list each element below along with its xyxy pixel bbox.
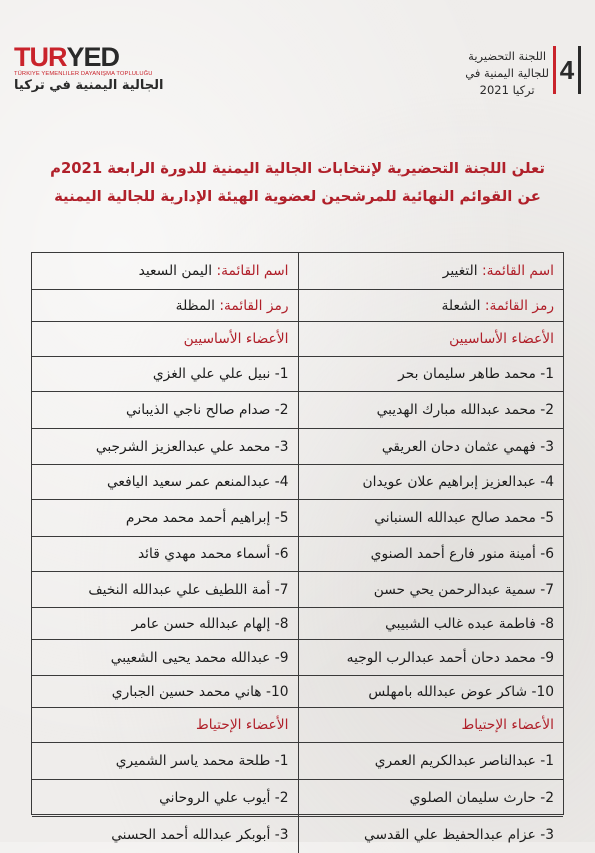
table-row-reserve-header	[32, 708, 563, 743]
right-primary-candidate-2: 2- صدام صالح ناجي الذيباني	[125, 402, 289, 418]
table-row	[32, 537, 563, 572]
left-reserve-title: الأعضاء الإحتياط	[298, 708, 564, 742]
right-primary-candidate-3: 3- محمد علي عبدالعزيز الشرجبي	[95, 438, 289, 455]
table-row	[32, 640, 563, 676]
logo-wordmark	[14, 44, 164, 70]
committee-number: 4	[553, 46, 581, 94]
table-row-primary-header	[32, 322, 563, 357]
left-primary-candidate-5: 5- محمد صالح عبدالله السنباني	[298, 500, 564, 536]
left-reserve-candidate-2: 2- حارث سليمان الصلوي	[298, 780, 564, 816]
committee-line-1: اللجنة التحضيرية	[468, 49, 547, 63]
right-reserve-candidate-2: 2- أيوب علي الروحاني	[159, 790, 289, 806]
committee-badge	[421, 44, 581, 104]
left-primary-title: الأعضاء الأساسيين	[298, 322, 564, 356]
table-row	[32, 743, 563, 780]
right-primary-candidate-4: 4- عبدالمنعم عمر سعيد اليافعي	[106, 474, 289, 490]
heading-line-2: عن القوائم النهائية للمرشحين لعضوية الهيئة الإدارية للجالية اليمنية	[54, 188, 541, 205]
table-row	[32, 357, 563, 392]
right-primary-candidate-5: 5- إبراهيم أحمد محمد محرم	[125, 510, 289, 526]
left-primary-candidate-4: 4- عبدالعزيز إبراهيم علان عويدان	[298, 465, 564, 499]
committee-text	[465, 48, 549, 99]
right-list-name-label: اسم القائمة:	[216, 263, 289, 279]
right-reserve-candidate-1: 1- طلحة محمد ياسر الشميري	[115, 753, 289, 769]
left-primary-candidate-7: 7- سمية عبدالرحمن يحي حسن	[298, 572, 564, 607]
left-primary-candidate-8: 8- فاطمة عبده غالب الشبيبي	[298, 608, 564, 639]
left-reserve-candidate-1: 1- عبدالناصر عبدالكريم العمري	[298, 743, 564, 779]
table-row	[32, 817, 563, 853]
left-primary-candidate-1: 1- محمد طاهر سليمان بحر	[298, 357, 564, 391]
right-reserve-candidate-3: 3- أبوبكر عبدالله أحمد الحسني	[111, 827, 289, 843]
announcement-heading	[20, 155, 575, 211]
right-primary-title: الأعضاء الأساسيين	[183, 331, 289, 347]
candidates-table	[31, 252, 564, 843]
table-row-list-name	[32, 253, 563, 290]
right-list-symbol-value: المظلة	[175, 297, 215, 314]
table-row	[32, 780, 563, 817]
logo-tagline: TÜRKIYE YEMENLILER DAYANIŞMA TOPLULUĞU	[14, 71, 153, 77]
table-row	[32, 429, 563, 465]
table-row	[32, 608, 563, 640]
right-list-name-value: اليمن السعيد	[138, 263, 213, 279]
left-list-symbol-label: رمز القائمة:	[484, 297, 554, 314]
table-row	[32, 500, 563, 537]
turyed-logo	[14, 44, 164, 93]
left-list-name	[298, 253, 564, 289]
right-primary-candidate-8: 8- إلهام عبدالله حسن عامر	[131, 615, 289, 632]
table-row	[32, 392, 563, 429]
left-reserve-candidate-3: 3- عزام عبدالحفيظ علي القدسي	[298, 817, 564, 853]
left-primary-candidate-10: 10- شاكر عوض عبدالله بامهلس	[298, 676, 564, 707]
left-primary-candidate-3: 3- فهمي عثمان دحان العريقي	[298, 429, 564, 464]
heading-line-1: تعلن اللجنة التحضيرية لإنتخابات الجالية اليمنية للدورة الرابعة 2021م	[50, 160, 545, 177]
left-primary-candidate-2: 2- محمد عبدالله مبارك الهديبي	[298, 392, 564, 428]
committee-line-2: للجالية اليمنية في	[465, 66, 549, 80]
left-list-symbol-value: الشعلة	[441, 297, 481, 314]
right-primary-candidate-6: 6- أسماء محمد مهدي قائد	[137, 546, 289, 562]
table-row	[32, 465, 563, 500]
logo-wordmark-tur: TUR	[14, 42, 67, 72]
right-list-symbol-label: رمز القائمة:	[219, 297, 289, 314]
left-primary-candidate-6: 6- أمينة منور فارع أحمد الصنوي	[298, 537, 564, 571]
left-list-symbol	[298, 290, 564, 321]
right-list-name	[32, 253, 298, 289]
right-primary-candidate-9: 9- عبدالله محمد يحيى الشعيبي	[110, 649, 289, 666]
left-primary-candidate-9: 9- محمد دحان أحمد عبدالرب الوجيه	[298, 640, 564, 675]
left-list-name-label: اسم القائمة:	[481, 263, 554, 279]
committee-line-3: تركيا 2021	[479, 83, 535, 97]
logo-wordmark-yed: YED	[66, 42, 120, 72]
logo-arabic-name: الجالية اليمنية في تركيا	[14, 78, 164, 93]
left-list-name-value: التغيير	[442, 263, 478, 279]
table-row	[32, 676, 563, 708]
table-row	[32, 572, 563, 608]
right-primary-candidate-7: 7- أمة اللطيف علي عبدالله النخيف	[88, 581, 289, 598]
right-list-symbol	[32, 290, 298, 321]
right-primary-candidate-1: 1- نبيل علي علي الغزي	[152, 366, 289, 382]
table-row-list-symbol	[32, 290, 563, 322]
right-reserve-title: الأعضاء الإحتياط	[196, 717, 289, 733]
right-primary-candidate-10: 10- هاني محمد حسين الجباري	[111, 683, 289, 700]
